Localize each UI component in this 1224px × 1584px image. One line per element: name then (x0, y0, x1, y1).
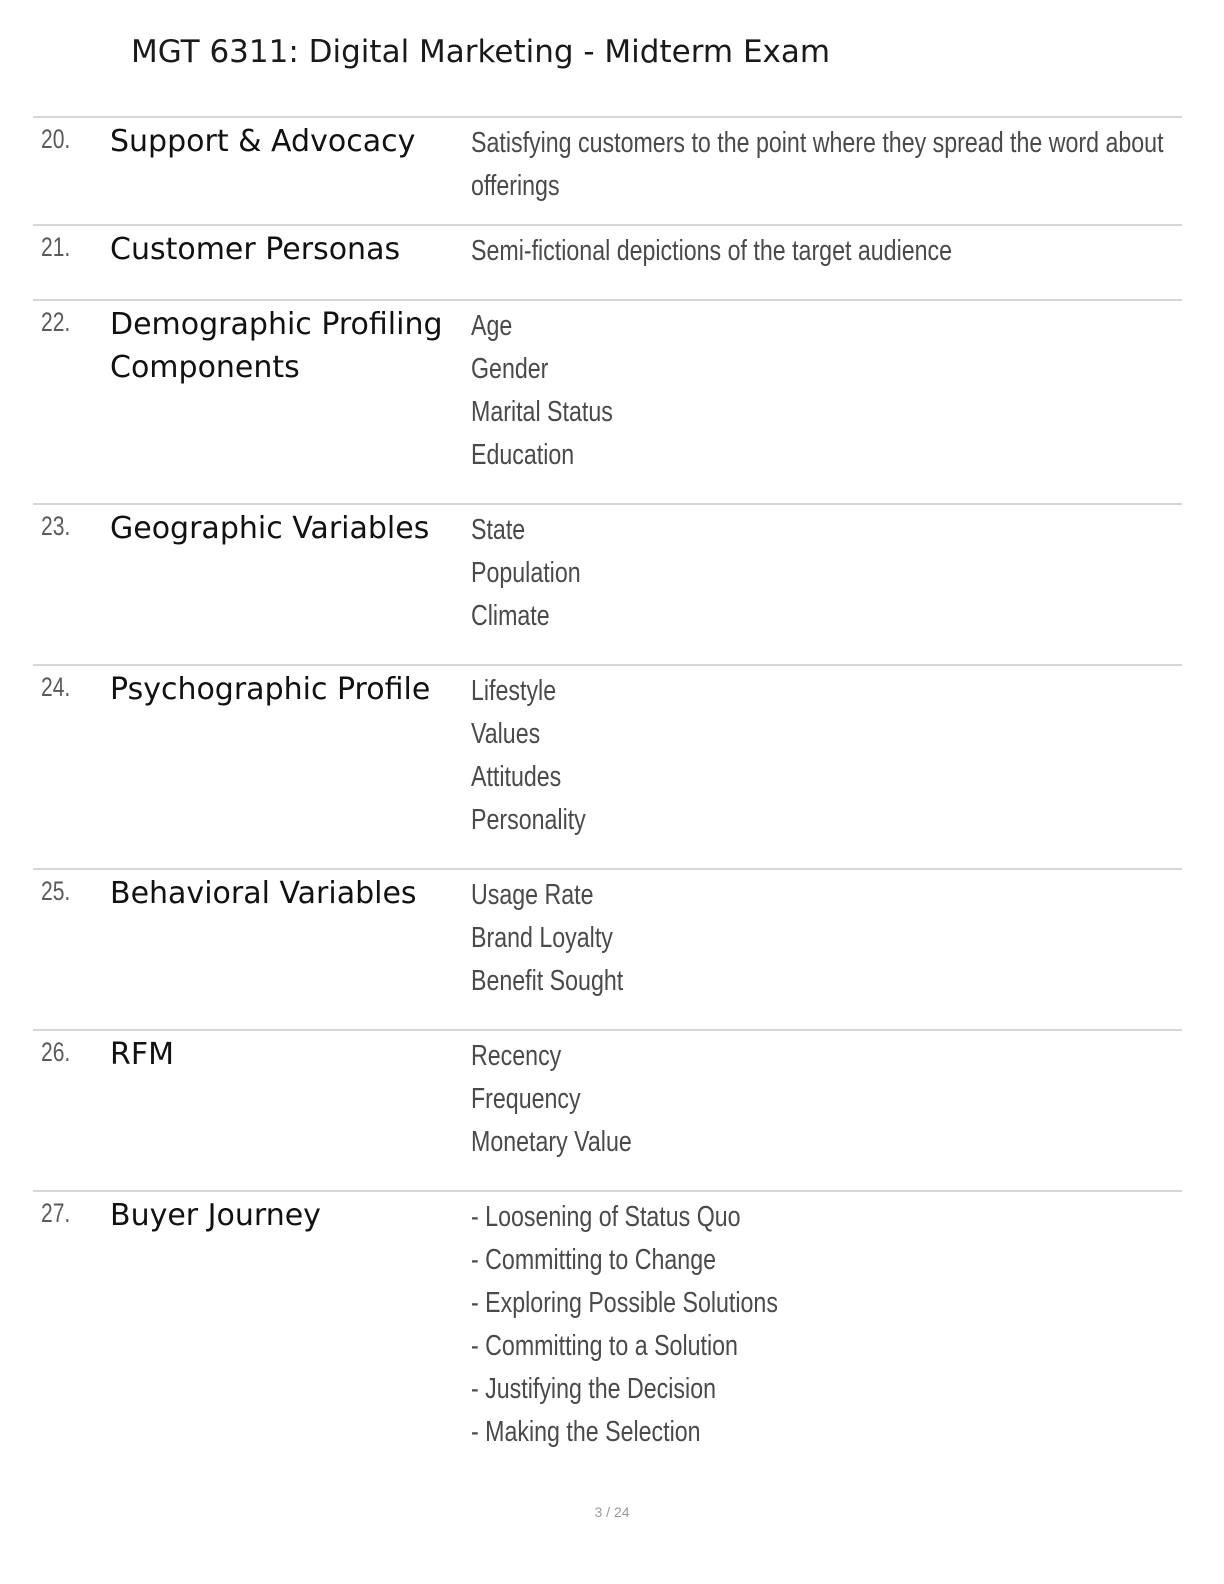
term-name: Psychographic Profile (110, 672, 431, 707)
term-definition (471, 874, 1171, 1003)
definition-line: Brand Loyalty (471, 922, 613, 954)
term-name: Customer Personas (110, 232, 401, 267)
term-row (33, 299, 1182, 503)
definition-line: Climate (471, 600, 550, 632)
definition-line: - Committing to Change (471, 1244, 716, 1276)
definition-line: - Exploring Possible Solutions (471, 1287, 778, 1319)
definition-line: Satisfying customers to the point where they spread the word about (471, 127, 1164, 159)
term-definition (471, 230, 1171, 273)
term-definition (471, 1196, 1171, 1454)
page-indicator: 3 / 24 (594, 1504, 630, 1520)
term-definition (471, 1035, 1171, 1164)
term-row (33, 664, 1182, 868)
definition-line: Gender (471, 353, 549, 385)
term-number: 24. (41, 672, 71, 702)
term-number: 21. (41, 232, 71, 262)
definition-line: Marital Status (471, 396, 613, 428)
term-name: Buyer Journey (110, 1198, 321, 1233)
term-name: Support & Advocacy (110, 124, 416, 159)
term-definition (471, 670, 1171, 842)
definition-line: - Loosening of Status Quo (471, 1201, 741, 1233)
definition-line: Frequency (471, 1083, 581, 1115)
term-row (33, 1029, 1182, 1190)
definition-line: - Committing to a Solution (471, 1330, 738, 1362)
term-row (33, 116, 1182, 224)
definition-line: Usage Rate (471, 879, 594, 911)
term-row (33, 224, 1182, 299)
term-number: 20. (41, 124, 71, 154)
term-name: Behavioral Variables (110, 876, 417, 911)
definition-line: Lifestyle (471, 675, 557, 707)
term-list (33, 116, 1182, 1472)
definition-line: - Making the Selection (471, 1416, 701, 1448)
definition-line: Attitudes (471, 761, 562, 793)
term-name: Geographic Variables (110, 511, 430, 546)
definition-line: State (471, 514, 526, 546)
term-row (33, 868, 1182, 1029)
definition-line: Semi-fictional depictions of the target audience (471, 235, 953, 267)
term-number: 26. (41, 1037, 71, 1067)
term-number: 22. (41, 307, 71, 337)
definition-line: Age (471, 310, 513, 342)
page-title: MGT 6311: Digital Marketing - Midterm Exam (131, 34, 831, 70)
term-number: 25. (41, 876, 71, 906)
term-row (33, 1190, 1182, 1472)
definition-line: Recency (471, 1040, 562, 1072)
term-number: 27. (41, 1198, 71, 1228)
term-row (33, 503, 1182, 664)
term-number: 23. (41, 511, 71, 541)
term-definition (471, 509, 1171, 638)
definition-line: offerings (471, 170, 560, 202)
definition-line: Personality (471, 804, 586, 836)
definition-line: Benefit Sought (471, 965, 624, 997)
term-name: RFM (110, 1037, 174, 1072)
definition-line: Population (471, 557, 581, 589)
definition-line: - Justifying the Decision (471, 1373, 716, 1405)
term-definition (471, 122, 1171, 208)
definition-line: Education (471, 439, 575, 471)
term-name: Demographic Profiling Components (110, 307, 443, 385)
definition-line: Values (471, 718, 541, 750)
definition-line: Monetary Value (471, 1126, 632, 1158)
term-definition (471, 305, 1171, 477)
